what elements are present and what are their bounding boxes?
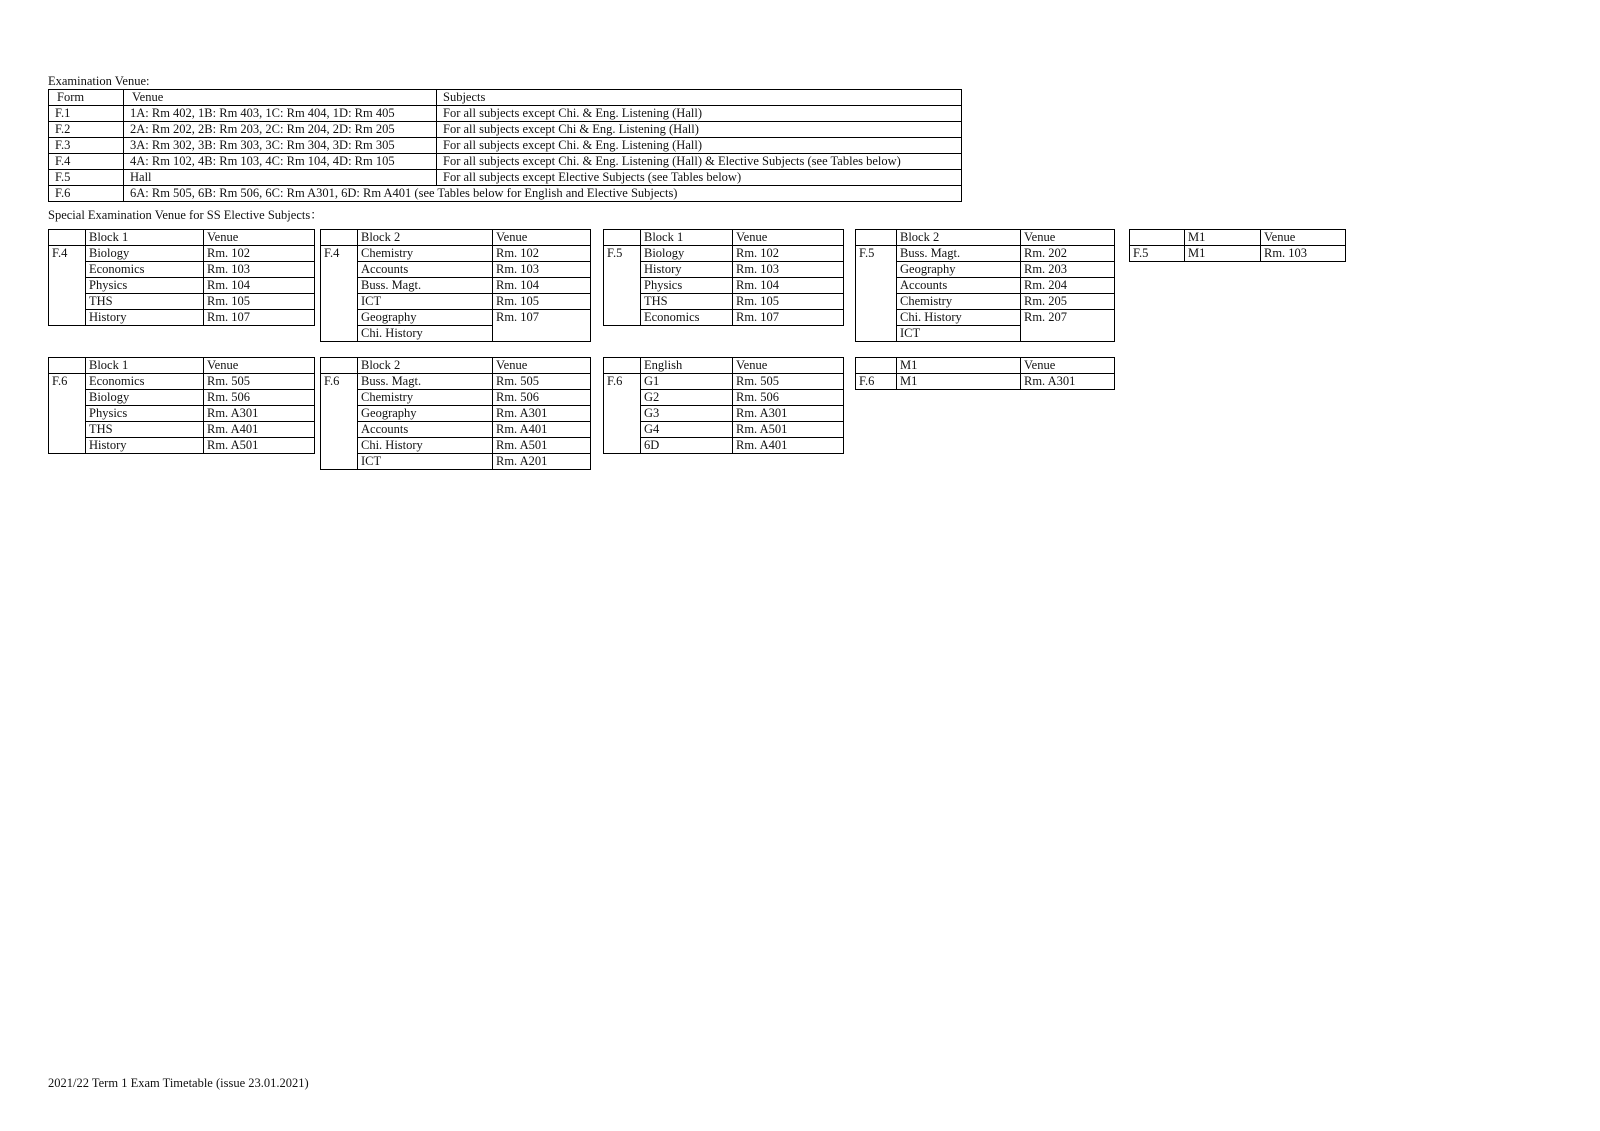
room-cell: Rm. 105	[493, 294, 591, 310]
table-row	[49, 390, 315, 406]
subject-cell: Physics	[86, 406, 204, 422]
room-cell: Rm. 506	[204, 390, 315, 406]
subject-cell: THS	[86, 422, 204, 438]
subject-cell: History	[86, 438, 204, 454]
subject-cell: ICT	[897, 326, 1021, 342]
subjects-cell: For all subjects except Chi. & Eng. Listening (Hall)	[437, 106, 962, 122]
table-row	[856, 374, 1115, 390]
table-row	[1130, 246, 1346, 262]
venue-header: Venue	[493, 358, 591, 374]
table-row	[49, 406, 315, 422]
page-footer: 2021/22 Term 1 Exam Timetable (issue 23.01.2021)	[48, 1076, 309, 1090]
room-cell: Rm. 107	[493, 310, 591, 342]
subject-cell: Economics	[86, 374, 204, 390]
subject-cell: Accounts	[897, 278, 1021, 294]
room-cell: Rm. 107	[204, 310, 315, 326]
block-header: Block 2	[897, 230, 1021, 246]
subject-cell: Geography	[358, 406, 493, 422]
table-header-row	[856, 358, 1115, 374]
blank-cell	[604, 230, 641, 246]
room-cell: Rm. 103	[733, 262, 844, 278]
subject-cell: Chemistry	[358, 246, 493, 262]
room-cell: Rm. A301	[204, 406, 315, 422]
table-row	[321, 310, 591, 326]
block-header: Block 2	[358, 230, 493, 246]
room-cell: Rm. A501	[493, 438, 591, 454]
room-cell: Rm. 104	[493, 278, 591, 294]
f6-m1-table	[855, 357, 1115, 390]
subject-cell: Economics	[641, 310, 733, 326]
room-cell: Rm. A401	[493, 422, 591, 438]
room-cell: Rm. 205	[1021, 294, 1115, 310]
room-cell: Rm. 204	[1021, 278, 1115, 294]
room-cell: Rm. 104	[204, 278, 315, 294]
block-header: M1	[1185, 230, 1261, 246]
blank-cell	[856, 358, 897, 374]
venue-header: Venue	[1261, 230, 1346, 246]
room-cell: Rm. A301	[1021, 374, 1115, 390]
form-label: F.4	[321, 246, 358, 342]
f6-block1-table	[48, 357, 315, 454]
subject-cell: THS	[641, 294, 733, 310]
venue-header: Venue	[493, 230, 591, 246]
room-cell: Rm. A301	[733, 406, 844, 422]
table-row	[49, 262, 315, 278]
table-header-row	[321, 230, 591, 246]
room-cell: Rm. 506	[493, 390, 591, 406]
venue-header: Venue	[1021, 358, 1115, 374]
subject-cell: G4	[641, 422, 733, 438]
f6-english-table	[603, 357, 844, 454]
venue-header: Venue	[204, 358, 315, 374]
table-header-row	[1130, 230, 1346, 246]
room-cell: Rm. 103	[493, 262, 591, 278]
form-cell: F.3	[49, 138, 124, 154]
form-cell: F.6	[49, 186, 124, 202]
table-row	[321, 294, 591, 310]
header-venue: Venue	[124, 90, 437, 106]
table-row	[49, 422, 315, 438]
subject-cell: Buss. Magt.	[897, 246, 1021, 262]
table-row	[604, 246, 844, 262]
subject-cell: Buss. Magt.	[358, 278, 493, 294]
table-row	[49, 438, 315, 454]
subject-cell: 6D	[641, 438, 733, 454]
subject-cell: Economics	[86, 262, 204, 278]
main-venue-table	[48, 89, 962, 202]
table-row	[49, 310, 315, 326]
block-header: M1	[897, 358, 1021, 374]
subject-cell: G3	[641, 406, 733, 422]
room-cell: Rm. 103	[1261, 246, 1346, 262]
table-row	[856, 246, 1115, 262]
table-row	[321, 406, 591, 422]
room-cell: Rm. 105	[733, 294, 844, 310]
table-header-row	[49, 358, 315, 374]
table-row	[321, 278, 591, 294]
header-form: Form	[49, 90, 124, 106]
subject-cell: History	[641, 262, 733, 278]
form-label: F.6	[856, 374, 897, 390]
subject-cell: Physics	[86, 278, 204, 294]
table-row	[49, 138, 962, 154]
subject-cell: Chi. History	[358, 438, 493, 454]
venue-header: Venue	[1021, 230, 1115, 246]
blank-cell	[856, 230, 897, 246]
room-cell: Rm. 104	[733, 278, 844, 294]
form-cell: F.1	[49, 106, 124, 122]
subject-cell: Chemistry	[358, 390, 493, 406]
venue-cell: 3A: Rm 302, 3B: Rm 303, 3C: Rm 304, 3D: Rm 305	[124, 138, 437, 154]
table-header-row	[604, 230, 844, 246]
room-cell: Rm. 102	[493, 246, 591, 262]
form-label: F.6	[321, 374, 358, 470]
room-cell: Rm. 103	[204, 262, 315, 278]
room-cell: Rm. A401	[733, 438, 844, 454]
blank-cell	[49, 358, 86, 374]
room-cell: Rm. A501	[733, 422, 844, 438]
subjects-cell: For all subjects except Chi. & Eng. Listening (Hall) & Elective Subjects (see Tables below)	[437, 154, 962, 170]
subject-cell: G1	[641, 374, 733, 390]
room-cell: Rm. 505	[733, 374, 844, 390]
block-header: Block 1	[86, 358, 204, 374]
subject-cell: Chi. History	[358, 326, 493, 342]
block-header: Block 2	[358, 358, 493, 374]
table-header-row	[856, 230, 1115, 246]
room-cell: Rm. A301	[493, 406, 591, 422]
room-cell: Rm. 506	[733, 390, 844, 406]
subject-cell: Buss. Magt.	[358, 374, 493, 390]
subject-cell: G2	[641, 390, 733, 406]
room-cell: Rm. 203	[1021, 262, 1115, 278]
subject-cell: Accounts	[358, 262, 493, 278]
table-header-row	[604, 358, 844, 374]
main-heading: Examination Venue:	[48, 74, 150, 88]
subject-cell: Accounts	[358, 422, 493, 438]
venue-header: Venue	[733, 358, 844, 374]
f4-block1-table	[48, 229, 315, 326]
subject-cell: Chi. History	[897, 310, 1021, 326]
room-cell: Rm. 505	[493, 374, 591, 390]
subjects-cell: For all subjects except Chi & Eng. Listening (Hall)	[437, 122, 962, 138]
venue-header: Venue	[733, 230, 844, 246]
table-row	[321, 390, 591, 406]
venue-cell: 4A: Rm 102, 4B: Rm 103, 4C: Rm 104, 4D: Rm 105	[124, 154, 437, 170]
header-subjects: Subjects	[437, 90, 962, 106]
room-cell: Rm. A201	[493, 454, 591, 470]
subject-cell: Geography	[358, 310, 493, 326]
room-cell: Rm. 102	[733, 246, 844, 262]
block-header: English	[641, 358, 733, 374]
blank-cell	[49, 230, 86, 246]
main-header-row	[49, 90, 962, 106]
venue-cell: 1A: Rm 402, 1B: Rm 403, 1C: Rm 404, 1D: Rm 405	[124, 106, 437, 122]
merged-venue-cell: 6A: Rm 505, 6B: Rm 506, 6C: Rm A301, 6D: Rm A401 (see Tables below for English and Elective Subjects)	[124, 186, 962, 202]
venue-cell: Hall	[124, 170, 437, 186]
subject-cell: ICT	[358, 454, 493, 470]
blank-cell	[321, 230, 358, 246]
subject-cell: Physics	[641, 278, 733, 294]
subject-cell: Biology	[86, 246, 204, 262]
subjects-cell: For all subjects except Chi. & Eng. Listening (Hall)	[437, 138, 962, 154]
table-row	[49, 294, 315, 310]
f5-m1-table	[1129, 229, 1346, 262]
table-row	[321, 454, 591, 470]
subject-cell: M1	[1185, 246, 1261, 262]
table-row	[321, 422, 591, 438]
subject-cell: THS	[86, 294, 204, 310]
form-cell: F.2	[49, 122, 124, 138]
table-row	[49, 186, 962, 202]
subject-cell: Geography	[897, 262, 1021, 278]
room-cell: Rm. 207	[1021, 310, 1115, 342]
f5-block1-table	[603, 229, 844, 326]
block-header: Block 1	[86, 230, 204, 246]
subject-cell: History	[86, 310, 204, 326]
table-row	[321, 374, 591, 390]
room-cell: Rm. 102	[204, 246, 315, 262]
table-row	[49, 106, 962, 122]
venue-cell: 2A: Rm 202, 2B: Rm 203, 2C: Rm 204, 2D: Rm 205	[124, 122, 437, 138]
room-cell: Rm. 105	[204, 294, 315, 310]
room-cell: Rm. A401	[204, 422, 315, 438]
blank-cell	[321, 358, 358, 374]
table-row	[49, 246, 315, 262]
form-label: F.4	[49, 246, 86, 326]
table-header-row	[321, 358, 591, 374]
subject-cell: Biology	[86, 390, 204, 406]
table-row	[321, 438, 591, 454]
form-cell: F.5	[49, 170, 124, 186]
subject-cell: M1	[897, 374, 1021, 390]
f5-block2-table	[855, 229, 1115, 342]
form-label: F.5	[604, 246, 641, 326]
f4-block2-table	[320, 229, 591, 342]
table-row	[49, 170, 962, 186]
block-header: Block 1	[641, 230, 733, 246]
blank-cell	[604, 358, 641, 374]
form-label: F.5	[1130, 246, 1185, 262]
form-label: F.6	[604, 374, 641, 454]
special-heading: Special Examination Venue for SS Elective Subjects：	[48, 208, 323, 222]
room-cell: Rm. 202	[1021, 246, 1115, 262]
room-cell: Rm. 107	[733, 310, 844, 326]
table-row	[604, 374, 844, 390]
f6-block2-table	[320, 357, 591, 470]
subject-cell: Chemistry	[897, 294, 1021, 310]
table-header-row	[49, 230, 315, 246]
table-row	[49, 278, 315, 294]
subject-cell: Biology	[641, 246, 733, 262]
table-row	[321, 262, 591, 278]
room-cell: Rm. 505	[204, 374, 315, 390]
blank-cell	[1130, 230, 1185, 246]
table-row	[49, 154, 962, 170]
table-row	[49, 374, 315, 390]
form-cell: F.4	[49, 154, 124, 170]
subject-cell: ICT	[358, 294, 493, 310]
form-label: F.6	[49, 374, 86, 454]
venue-header: Venue	[204, 230, 315, 246]
table-row	[49, 122, 962, 138]
subjects-cell: For all subjects except Elective Subjects (see Tables below)	[437, 170, 962, 186]
room-cell: Rm. A501	[204, 438, 315, 454]
table-row	[321, 246, 591, 262]
form-label: F.5	[856, 246, 897, 342]
